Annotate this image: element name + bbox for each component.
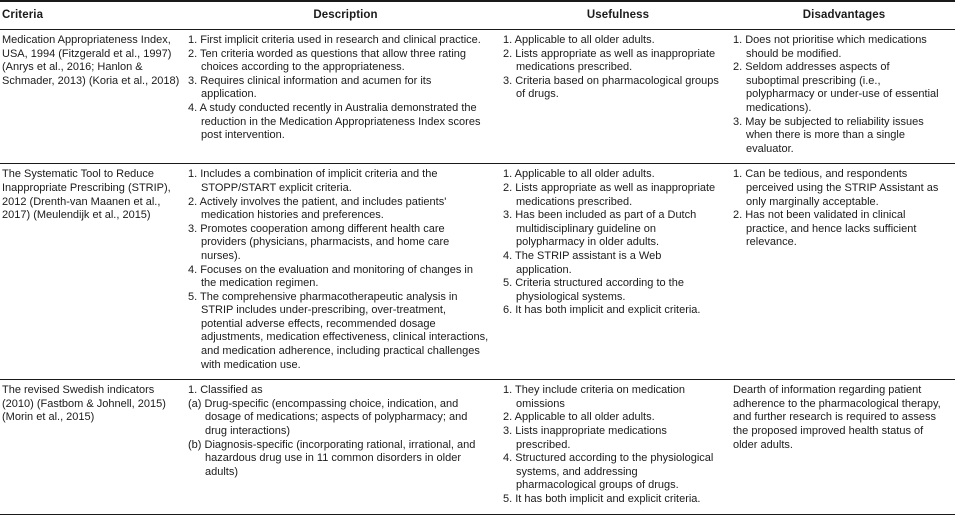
table-row (0, 380, 955, 514)
list-item: 5. The comprehensive pharmacotherapeutic analysis in STRIP includes under-prescribing, over-treatment, potential adverse effects, recommended dosage adjustments, medication effectiveness, clinical interactions, and medication adherence, including practical challenges with medication use. (188, 290, 489, 371)
list-item: 1. Classified as (188, 384, 263, 397)
table-row (0, 30, 955, 164)
list-item: 4. Focuses on the evaluation and monitoring of changes in the medication regimen. (188, 263, 473, 290)
criteria-cell (0, 34, 188, 156)
list-item: 3. Promotes cooperation among different health care providers (physicians, pharmacists, and home care nurses). (188, 222, 450, 262)
table-header-row (0, 0, 955, 30)
header-description: Description (313, 9, 378, 21)
list-item: 1. Applicable to all older adults. (503, 34, 655, 46)
list-item: 1. First implicit criteria used in research and clinical practice. (188, 34, 481, 46)
description-cell (188, 34, 503, 156)
criteria-text: The revised Swedish indicators (2010) (Fastbom & Johnell, 2015) (Morin et al., 2015) (2, 384, 166, 424)
usefulness-cell (503, 168, 733, 372)
usefulness-cell (503, 34, 733, 156)
disadvantages-cell (733, 384, 955, 506)
disadvantages-cell (733, 34, 955, 156)
criteria-cell (0, 168, 188, 372)
list-item: 2. Has not been validated in clinical practice, and hence lacks sufficient relevance. (733, 209, 917, 249)
list-item: 1. They include criteria on medication omissions (503, 384, 686, 410)
list-item: 1. Applicable to all older adults. (503, 168, 655, 181)
criteria-text: The Systematic Tool to Reduce Inappropriate Prescribing (STRIP), 2012 (Drenth-van Maanen et al., 2017) (Meulendijk et al., 2015) (2, 168, 171, 222)
list-item: 3. Lists inappropriate medications prescribed. (503, 425, 667, 451)
list-item: (a) Drug-specific (encompassing choice, indication, and dosage of medications; aspects of polypharmacy; and drug interactions) (188, 397, 468, 438)
header-disadvantages: Disadvantages (802, 9, 886, 21)
list-item: 1. Can be tedious, and respondents perceived using the STRIP Assistant as only marginally acceptable. (733, 168, 939, 208)
criteria-cell (0, 384, 188, 506)
list-item: (b) Diagnosis-specific (incorporating rational, irrational, and hazardous drug use in 11 common disorders in older adults) (188, 438, 476, 478)
list-item: 4. Structured according to the physiological systems, and addressing pharmacological groups of drugs. (503, 452, 714, 492)
header-criteria: Criteria (2, 9, 44, 21)
disadvantages-cell (733, 168, 955, 372)
list-item: 4. A study conducted recently in Australia demonstrated the reduction in the Medication Appropriateness Index scores post intervention. (188, 101, 481, 142)
table-row (0, 164, 955, 380)
list-item: 2. Lists appropriate as well as inappropriate medications prescribed. (503, 181, 716, 208)
list-item: 2. Ten criteria worded as questions that allow three rating choices according to the appropriateness. (188, 47, 467, 74)
list-item: 3. May be subjected to reliability issues when there is more than a single evaluator. (733, 115, 924, 155)
list-item: 4. The STRIP assistant is a Web application. (503, 249, 662, 276)
list-item: 5. Criteria structured according to the physiological systems. (503, 277, 684, 303)
disadvantages-text: Dearth of information regarding patient adherence to the pharmacological therapy, and further research is required to assess the proposed improved health status of older adults. (733, 384, 941, 451)
list-item: 2. Seldom addresses aspects of suboptimal prescribing (i.e., polypharmacy or under-use of essential medications). (733, 61, 939, 114)
list-item: 2. Actively involves the patient, and includes patients' medication histories and preferences. (188, 195, 447, 222)
list-item: 1. Includes a combination of implicit criteria and the STOPP/START explicit criteria. (188, 168, 438, 194)
list-item: 2. Applicable to all older adults. (503, 411, 655, 424)
list-item: 5. It has both implicit and explicit criteria. (503, 493, 701, 505)
list-item: 3. Has been included as part of a Dutch multidisciplinary guideline on polypharmacy in older adults. (503, 209, 697, 249)
list-item: 2. Lists appropriate as well as inappropriate medications prescribed. (503, 47, 716, 74)
description-cell (188, 384, 503, 506)
usefulness-cell (503, 384, 733, 506)
list-item: 3. Requires clinical information and acumen for its application. (188, 74, 432, 101)
description-cell (188, 168, 503, 372)
list-item: 3. Criteria based on pharmacological groups of drugs. (503, 74, 719, 101)
list-item: 6. It has both implicit and explicit criteria. (503, 304, 701, 317)
header-usefulness: Usefulness (586, 9, 650, 21)
list-item: 1. Does not prioritise which medications should be modified. (733, 34, 927, 60)
criteria-text: Medication Appropriateness Index, USA, 1994 (Fitzgerald et al., 1997) (Anrys et al., 2016; Hanlon & Schmader, 2013) (Koria et al., 2018) (2, 34, 180, 87)
